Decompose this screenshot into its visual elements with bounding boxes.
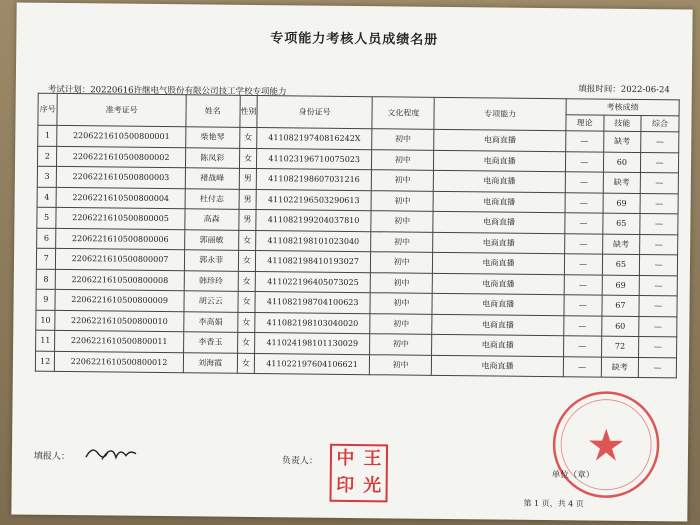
cell-exam-no: 2206221610500800006 [56, 228, 185, 250]
cell-exam-no: 2206221610500800004 [56, 187, 185, 209]
cell-id-no: 41108219740816242X [257, 127, 372, 149]
cell-seq: 1 [38, 125, 58, 146]
cell-total: — [639, 357, 677, 378]
cell-id-no: 411022196405073025 [255, 271, 370, 293]
cell-exam-no: 2206221610500800010 [55, 310, 184, 332]
cell-tech: 65 [602, 254, 640, 275]
personal-seal [329, 444, 388, 503]
cell-id-no: 411082198101023040 [256, 230, 371, 252]
cell-exam-no: 2206221610500800001 [57, 125, 186, 147]
cell-skill: 电商直播 [434, 150, 566, 172]
cell-id-no: 411082198103040020 [255, 312, 370, 334]
cell-theory: — [565, 172, 603, 193]
cell-education: 初中 [371, 170, 433, 191]
cell-theory: — [564, 274, 602, 295]
cell-name: 郭永菲 [184, 250, 238, 271]
seal-char: 中 [336, 447, 355, 470]
cell-sex: 男 [239, 189, 257, 210]
cell-seq: 9 [36, 289, 56, 310]
cell-sex: 男 [239, 168, 257, 189]
cell-name: 李高娟 [184, 311, 238, 332]
cell-name: 柴艳琴 [185, 127, 239, 148]
cell-sex: 女 [238, 291, 256, 312]
header-skill: 专项能力 [434, 97, 566, 130]
cell-total: — [640, 255, 678, 276]
document-title: 专项能力考核人员成绩名册 [270, 31, 439, 48]
cell-theory: — [564, 295, 602, 316]
cell-total: — [640, 214, 678, 235]
header-theory: 理论 [566, 115, 604, 131]
cell-exam-no: 2206221610500800009 [55, 289, 184, 311]
cell-name: 陈凤彩 [185, 147, 239, 168]
cell-seq: 2 [37, 146, 57, 167]
cell-skill: 电商直播 [433, 232, 565, 254]
cell-tech: 缺考 [603, 131, 641, 152]
cell-skill: 电商直播 [434, 129, 566, 151]
cell-id-no: 411022196503290613 [256, 189, 371, 211]
cell-education: 初中 [371, 231, 433, 252]
cell-seq: 3 [37, 166, 57, 187]
cell-sex: 女 [237, 332, 255, 353]
cell-name: 郭丽敏 [184, 229, 238, 250]
cell-total: — [640, 234, 678, 255]
cell-name: 杜付志 [185, 188, 239, 209]
page-info: 第 1 页，共 4 页 [523, 498, 584, 509]
cell-tech: 缺考 [603, 172, 641, 193]
cell-theory: — [565, 192, 603, 213]
cell-total: — [639, 275, 677, 296]
cell-education: 初中 [371, 252, 433, 273]
cell-sex: 女 [239, 148, 257, 169]
header-id-no: 身份证号 [257, 95, 372, 128]
header-education: 文化程度 [372, 97, 434, 130]
cell-name: 胡云云 [184, 291, 238, 312]
cell-theory: — [563, 336, 601, 357]
cell-exam-no: 2206221610500800002 [57, 146, 186, 168]
cell-id-no: 411023196710075023 [257, 148, 372, 170]
filler-label: 填报人： [33, 451, 71, 463]
cell-seq: 8 [36, 269, 56, 290]
cell-id-no: 411082198704100623 [255, 291, 370, 313]
cell-name: 褚战峰 [185, 168, 239, 189]
cell-education: 初中 [371, 211, 433, 232]
header-exam-no: 准考证号 [57, 93, 186, 126]
document-page [11, 2, 692, 521]
cell-education: 初中 [370, 293, 432, 314]
cell-theory: — [564, 254, 602, 275]
cell-exam-no: 2206221610500800008 [56, 269, 185, 291]
cell-total: — [640, 173, 678, 194]
cell-total: — [639, 337, 677, 358]
header-seq: 序号 [38, 93, 58, 125]
cell-sex: 女 [238, 230, 256, 251]
cell-theory: — [563, 356, 601, 377]
cell-theory: — [565, 151, 603, 172]
header-scores: 考核成绩 [566, 99, 679, 116]
seal-char: 王 [363, 448, 382, 470]
cell-tech: 60 [603, 152, 641, 173]
cell-skill: 电商直播 [433, 191, 565, 213]
cell-exam-no: 2206221610500800003 [57, 166, 186, 188]
cell-name: 李香玉 [183, 332, 237, 353]
exam-plan: 考试计划：20220616许继电气股份有限公司技工学校专项能力 [47, 84, 287, 98]
cell-id-no: 411082198410193027 [255, 250, 370, 272]
cell-seq: 7 [36, 248, 56, 269]
cell-total: — [640, 193, 678, 214]
cell-education: 初中 [370, 272, 432, 293]
cell-tech: 69 [602, 275, 640, 296]
cell-skill: 电商直播 [432, 314, 564, 336]
cell-skill: 电商直播 [432, 355, 564, 377]
cell-tech: 60 [601, 316, 639, 337]
cell-id-no: 411082199204037810 [256, 209, 371, 231]
header-sex: 性别 [240, 95, 258, 127]
cell-education: 初中 [372, 149, 434, 170]
cell-theory: — [565, 131, 603, 152]
header-tech: 技能 [603, 115, 641, 131]
cell-sex: 女 [238, 250, 256, 271]
cell-education: 初中 [370, 334, 432, 355]
header-total: 综合 [641, 116, 679, 132]
cell-exam-no: 2206221610500800007 [56, 248, 185, 270]
cell-seq: 10 [36, 310, 56, 331]
cell-tech: 67 [601, 295, 639, 316]
cell-sex: 女 [239, 127, 257, 148]
cell-skill: 电商直播 [433, 252, 565, 274]
responsible-label: 负责人： [281, 456, 318, 467]
cell-total: — [639, 296, 677, 317]
cell-skill: 电商直播 [433, 273, 565, 295]
cell-theory: — [565, 213, 603, 234]
cell-tech: 72 [601, 336, 639, 357]
cell-seq: 12 [35, 351, 55, 372]
cell-theory: — [564, 233, 602, 254]
cell-seq: 11 [36, 330, 56, 351]
school-round-seal [550, 388, 663, 501]
header-name: 姓名 [186, 95, 240, 128]
fill-time: 填报时间：2022-06-24 [578, 84, 670, 96]
cell-tech: 缺考 [601, 357, 639, 378]
cell-education: 初中 [370, 313, 432, 334]
cell-skill: 电商直播 [434, 170, 566, 192]
cell-name: 韩珍玲 [184, 270, 238, 291]
cell-theory: — [564, 315, 602, 336]
score-table [35, 93, 680, 379]
cell-seq: 5 [37, 207, 57, 228]
cell-sex: 女 [237, 353, 255, 374]
cell-total: — [641, 152, 679, 173]
cell-seq: 4 [37, 187, 57, 208]
cell-id-no: 411024198101130029 [255, 332, 370, 354]
cell-sex: 女 [238, 271, 256, 292]
seal-char: 印 [336, 474, 355, 497]
seal-char: 光 [363, 475, 382, 497]
cell-exam-no: 2206221610500800011 [55, 330, 184, 352]
cell-name: 刘海霞 [183, 352, 237, 373]
cell-exam-no: 2206221610500800012 [55, 351, 184, 373]
cell-tech: 缺考 [602, 234, 640, 255]
cell-id-no: 411022197604106621 [254, 353, 369, 375]
cell-tech: 69 [603, 193, 641, 214]
cell-education: 初中 [371, 190, 433, 211]
cell-education: 初中 [370, 354, 432, 375]
cell-skill: 电商直播 [433, 211, 565, 233]
cell-exam-no: 2206221610500800005 [56, 207, 185, 229]
cell-skill: 电商直播 [432, 293, 564, 315]
handwritten-signature [82, 439, 142, 468]
cell-name: 高森 [185, 209, 239, 230]
cell-sex: 女 [238, 312, 256, 333]
cell-total: — [641, 132, 679, 153]
unit-seal-label: 单位（章） [551, 470, 595, 481]
cell-id-no: 411082198607031216 [256, 168, 371, 190]
cell-tech: 65 [602, 213, 640, 234]
cell-seq: 6 [37, 228, 57, 249]
cell-skill: 电商直播 [432, 334, 564, 356]
cell-education: 初中 [372, 129, 434, 150]
cell-total: — [639, 316, 677, 337]
cell-sex: 男 [239, 209, 257, 230]
